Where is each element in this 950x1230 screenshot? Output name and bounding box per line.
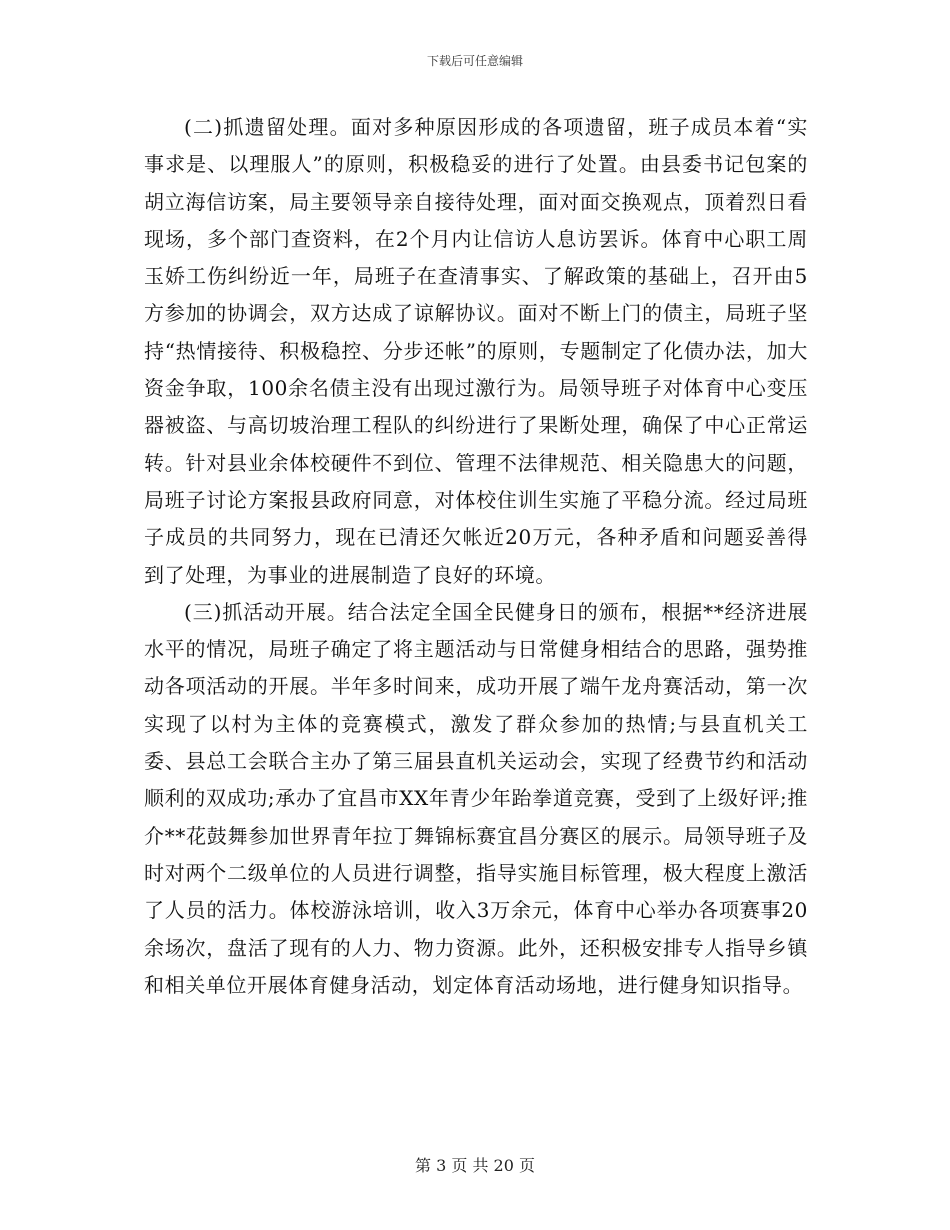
page-number-footer (0, 1153, 950, 1176)
page-header-note: 下载后可任意编辑 (426, 54, 523, 68)
page-number-label: 第 3 页 共 20 页 (415, 1156, 535, 1175)
document-body (144, 109, 808, 1004)
paragraph-legacy-handling: (二)抓遗留处理。面对多种原因形成的各项遗留，班子成员本着“实事求是、以理服人”的原则，积极稳妥的进行了处置。由县委书记包案的胡立海信访案，局主要领导亲自接待处理，面对面交换观点，顶着烈日看现场，多个部门查资料，在2个月内让信访人息访罢诉。体育中心职工周玉娇工伤纠纷近一年，局班子在查清事实、了解政策的基础上，召开由5方参加的协调会，双方达成了谅解协议。面对不断上门的债主，局班子坚持“热情接待、积极稳控、分步还帐”的原则，专题制定了化债办法，加大资金争取，100余名债主没有出现过激行为。局领导班子对体育中心变压器被盗、与高切坡治理工程队的纠纷进行了果断处理，确保了中心正常运转。针对县业余体校硬件不到位、管理不法律规范、相关隐患大的问题，局班子讨论方案报县政府同意，对体校住训生实施了平稳分流。经过局班子成员的共同努力，现在已清还欠帐近20万元，各种矛盾和问题妥善得到了处理，为事业的进展制造了良好的环境。 (144, 115, 808, 587)
paragraph-activity-development: (三)抓活动开展。结合法定全国全民健身日的颁布，根据**经济进展水平的情况，局班子确定了将主题活动与日常健身相结合的思路，强势推动各项活动的开展。半年多时间来，成功开展了端午龙舟赛活动，第一次实现了以村为主体的竞赛模式，激发了群众参加的热情;与县直机关工委、县总工会联合主办了第三届县直机关运动会，实现了经费节约和活动顺利的双成功;承办了宜昌市XX年青少年跆拳道竞赛，受到了上级好评;推介**花鼓舞参加世界青年拉丁舞锦标赛宜昌分赛区的展示。局领导班子及时对两个二级单位的人员进行调整，指导实施目标管理，极大程度上激活了人员的活力。体校游泳培训，收入3万余元，体育中心举办各项赛事20余场次，盘活了现有的人力、物力资源。此外，还积极安排专人指导乡镇和相关单位开展体育健身活动，划定体育活动场地，进行健身知识指导。 (144, 599, 808, 997)
